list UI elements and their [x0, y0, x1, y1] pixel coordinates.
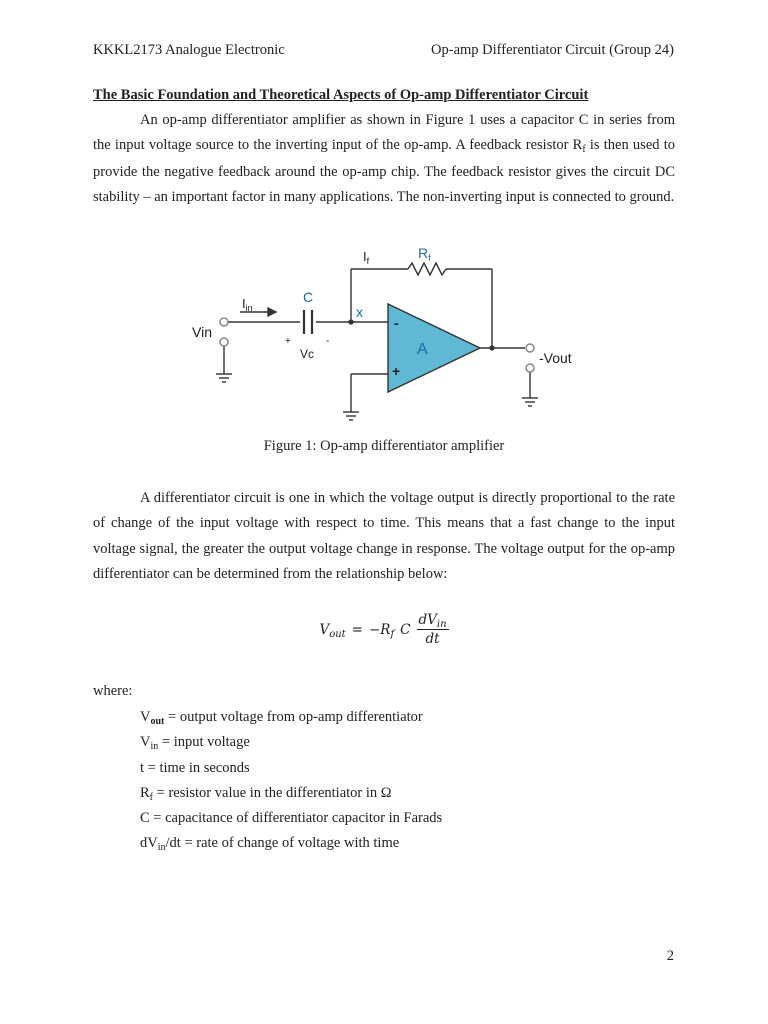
label-vin: Vin	[192, 324, 212, 340]
paragraph-differentiator-text: A differentiator circuit is one in which the voltage output is directly proportional to the rate of change of the input voltage with respect to time. This means that a fast change to the input voltage signal, the greater the output voltage change in response. The voltage output for the op-amp differentiator can be determined from the relationship below:	[93, 490, 675, 582]
equation-rf: $-R_f$	[368, 621, 395, 640]
section-title: The Basic Foundation and Theoretical Aspects of Op-amp Differentiator Circuit	[93, 87, 589, 103]
circuit-wires	[224, 263, 530, 412]
definition-dvin-dt: $dV_{in}/dt$ = rate of change of voltage with time	[140, 835, 400, 854]
label-x: x	[356, 304, 363, 320]
junction-x	[348, 319, 353, 324]
terminal-vin-top	[220, 318, 228, 326]
terminal-vin-bottom	[220, 338, 228, 346]
label-noninverting: +	[392, 363, 401, 379]
definition-t: t = time in seconds	[140, 759, 250, 776]
definition-vin: $V_{in}$ = input voltage	[140, 734, 250, 753]
equation-equals: =	[351, 621, 363, 638]
label-inverting: -	[394, 315, 399, 331]
definition-rf: $R_f$ = resistor value in the differentiator in Ω	[140, 784, 392, 803]
equation	[0, 612, 768, 647]
equation-numerator: $dV_{in}$	[418, 612, 447, 630]
resistor-rf	[408, 263, 446, 275]
header-course: KKKL2173 Analogue Electronic	[93, 42, 285, 58]
label-vc-plus: +	[285, 336, 291, 347]
equation-denominator: dt	[425, 631, 440, 647]
page-number: 2	[666, 948, 674, 964]
paragraph-differentiator	[93, 486, 675, 587]
definitions-list	[140, 705, 442, 857]
paragraph-intro-part1: An op-amp differentiator amplifier as shown in Figure 1 uses a capacitor C in series from the input voltage source to the inverting input of the op-amp. A feedback resistor R	[93, 112, 675, 154]
junction-output	[489, 345, 494, 350]
opamp-triangle	[388, 304, 480, 392]
label-vc-minus: -	[326, 336, 330, 347]
equation-row	[319, 612, 448, 647]
circuit-figure	[180, 238, 590, 428]
terminal-vout-bottom	[526, 364, 534, 372]
definition-vout: $V_{out}$ = output voltage from op-amp differentiator	[140, 709, 423, 727]
label-if: $I_f$	[363, 249, 370, 266]
paragraph-intro-part2: is then used to provide the negative feedback around the op-amp chip. The feedback resistor gives the circuit DC stability – an important factor in many applications. The non-inverting input is connected to ground.	[93, 137, 675, 205]
circuit-diagram	[180, 238, 590, 428]
figure-caption: Figure 1: Op-amp differentiator amplifier	[263, 438, 505, 454]
header-topic: Op-amp Differentiator Circuit (Group 24)	[431, 42, 674, 58]
equation-lhs: $V_{out}$	[319, 621, 346, 640]
where-label: where:	[93, 683, 133, 699]
terminal-vout-top	[526, 344, 534, 352]
label-iin: $I_{in}$	[242, 296, 253, 313]
label-vc: Vc	[300, 347, 315, 361]
label-rf: $R_f$	[418, 245, 431, 263]
label-vout: -Vout	[539, 350, 572, 366]
ground-symbols	[216, 374, 538, 420]
equation-c: C	[400, 621, 411, 638]
label-c: C	[303, 289, 314, 305]
paragraph-intro-sub: f	[582, 144, 586, 156]
equation-fraction	[417, 612, 449, 647]
definition-c: C = capacitance of differentiator capacitor in Farads	[140, 810, 443, 827]
label-amp: A	[417, 341, 428, 358]
paragraph-intro	[93, 108, 675, 210]
